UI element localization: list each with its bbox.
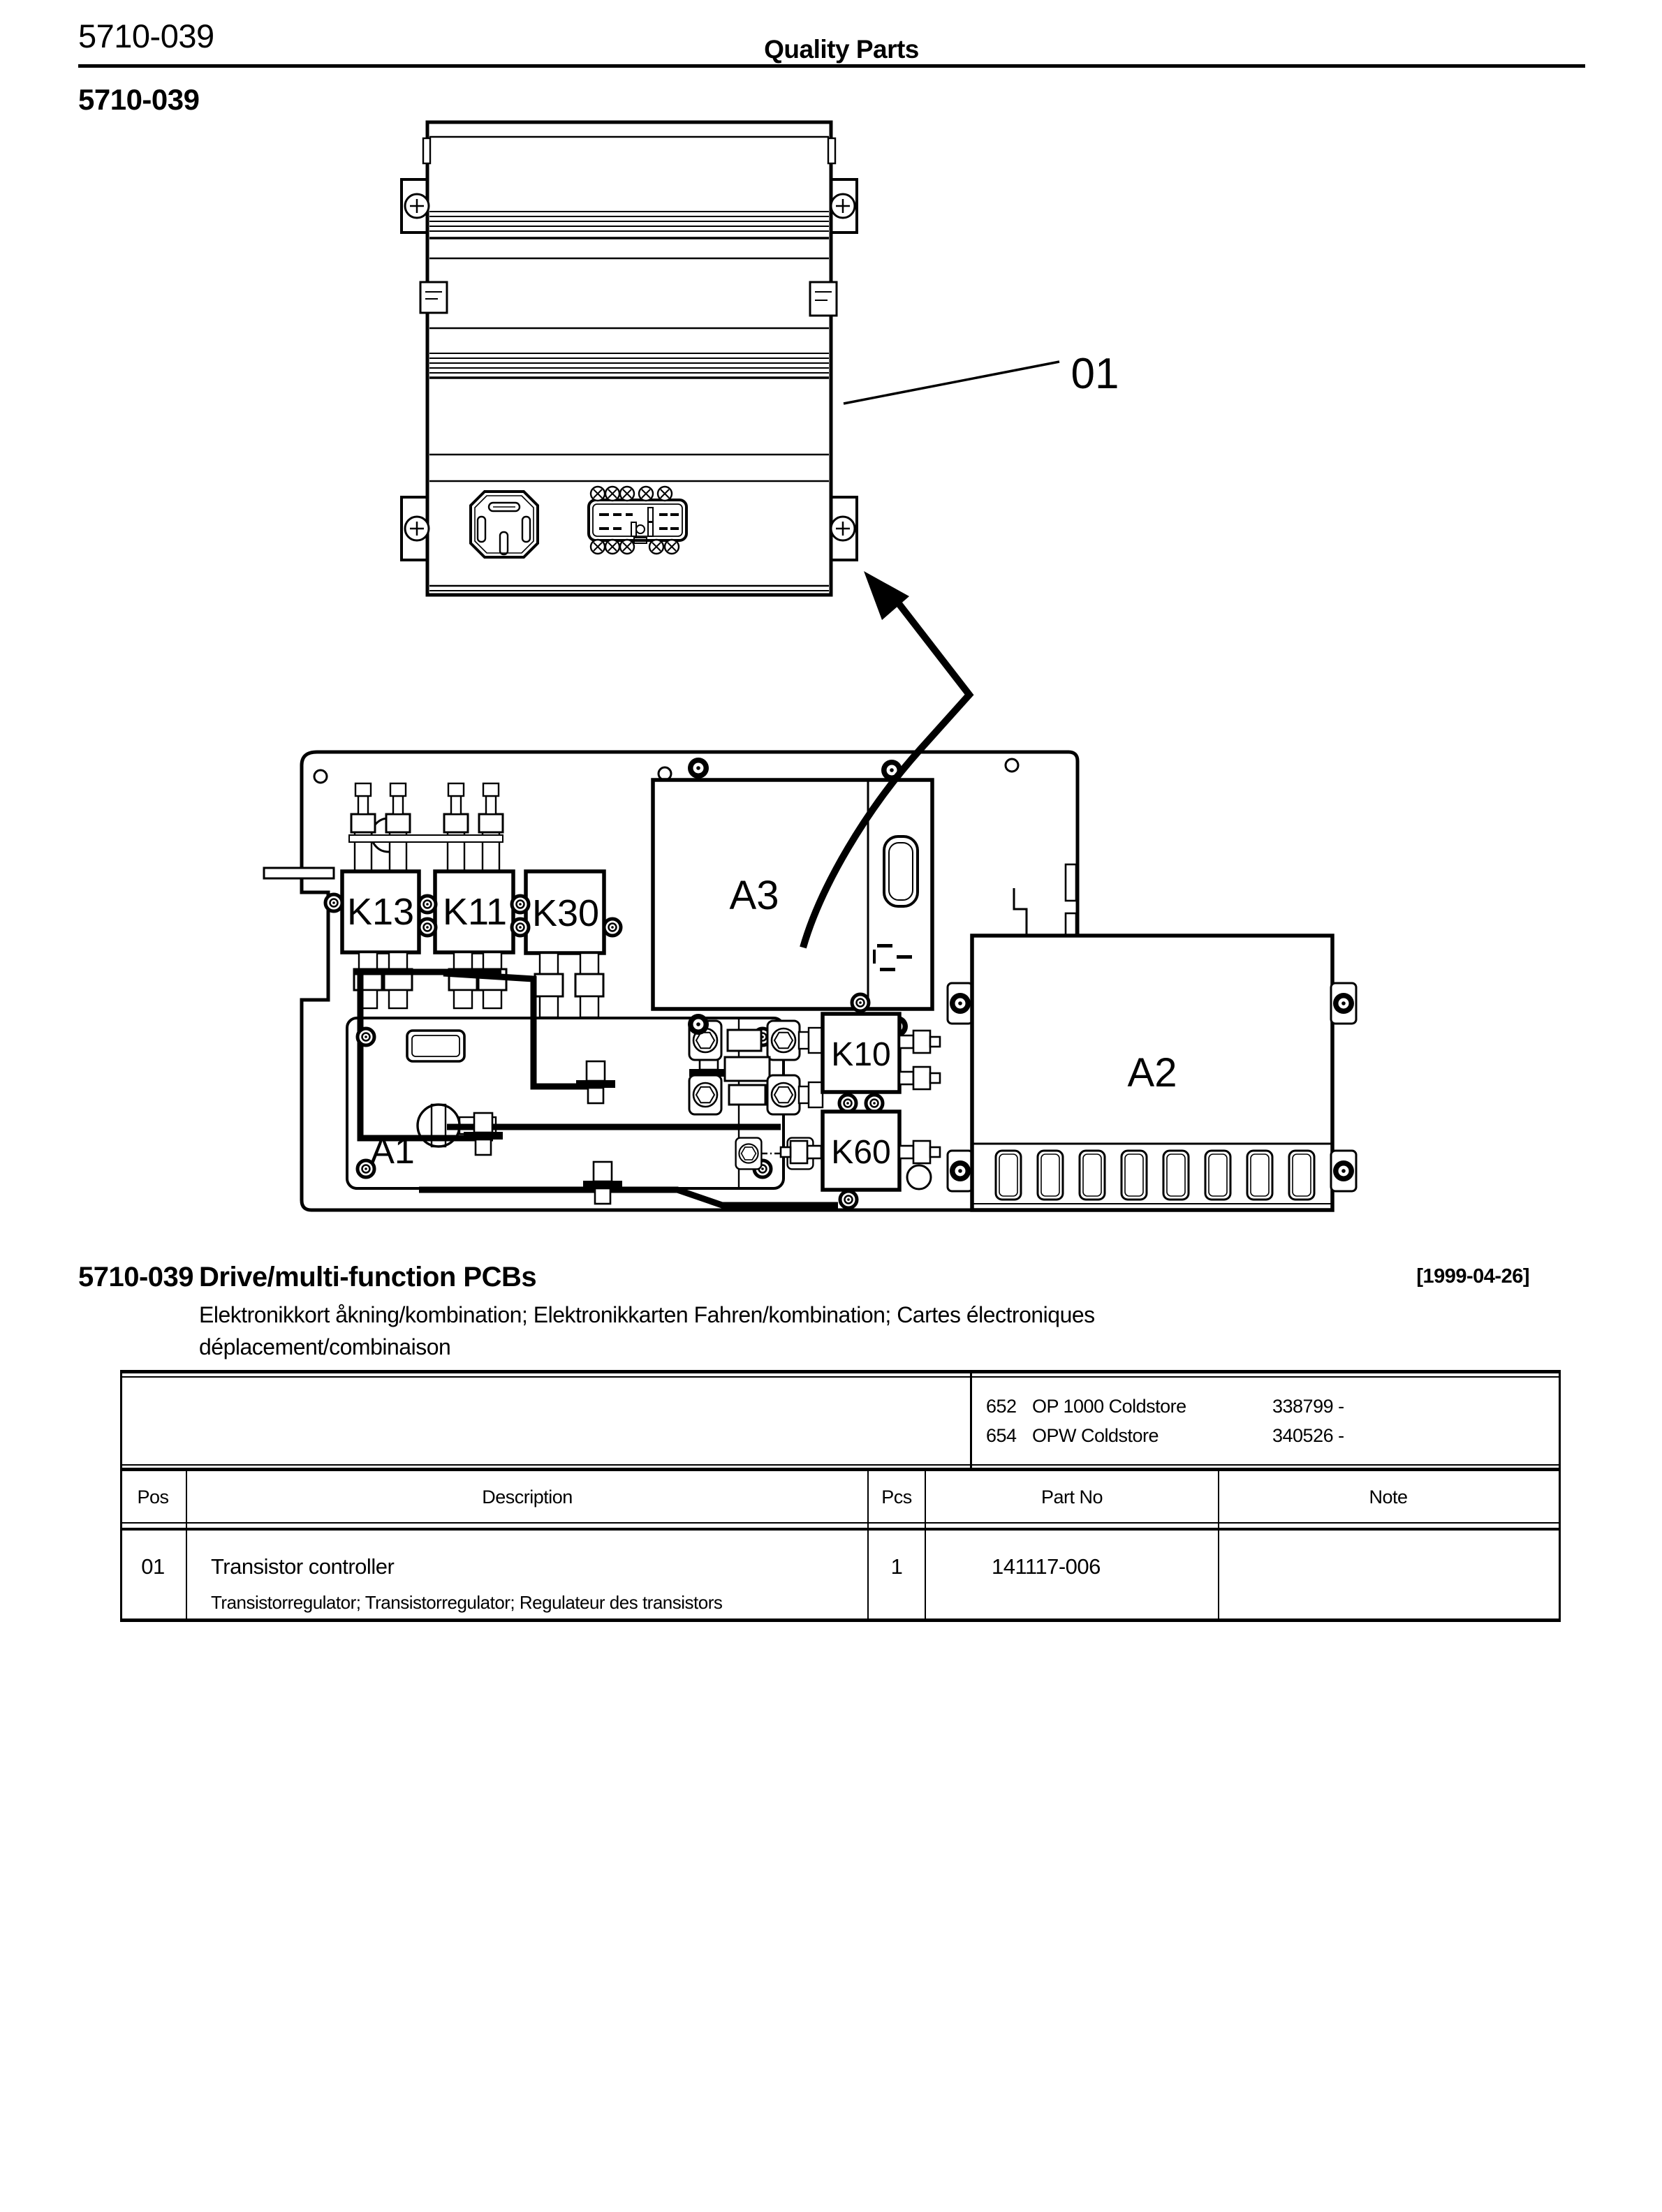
pcb-a3-label: A3 xyxy=(729,873,779,918)
model-name: OP 1000 Coldstore xyxy=(1032,1396,1186,1417)
cell-part-no: 141117-006 xyxy=(992,1554,1101,1579)
section-subtitle-line1: Elektronikkort åkning/kombination; Elektronikkarten Fahren/kombination; Cartes électroniques xyxy=(199,1302,1095,1327)
cell-description-alt: Transistorregulator; Transistorregulator; Regulateur des transistors xyxy=(211,1592,723,1613)
power-connector-icon xyxy=(471,492,538,557)
page-header-title: Quality Parts xyxy=(764,35,919,64)
relay-k30 xyxy=(526,871,604,953)
column-header-pcs: Pcs xyxy=(881,1487,912,1507)
warranty-label-right xyxy=(810,282,837,316)
section-date: [1999-04-26] xyxy=(1416,1265,1529,1288)
relay-k11 xyxy=(435,871,513,952)
relay-k10-label: K10 xyxy=(831,1036,891,1073)
cell-pos: 01 xyxy=(141,1554,165,1579)
pcb-a2-module xyxy=(948,888,1356,1210)
page-header-code: 5710-039 xyxy=(78,17,214,54)
column-header-description: Description xyxy=(482,1487,573,1507)
terminal xyxy=(444,783,468,871)
terminal xyxy=(351,783,375,871)
model-code: 654 xyxy=(986,1425,1017,1446)
pcb-a3-module xyxy=(653,780,932,1009)
relay-k13 xyxy=(342,871,419,952)
pcb-a1-label: A1 xyxy=(370,1131,415,1172)
relay-k13-label: K13 xyxy=(346,891,415,933)
section-subtitle-line2: déplacement/combinaison xyxy=(199,1334,451,1359)
section-code: 5710-039 xyxy=(78,1262,194,1292)
model-name: OPW Coldstore xyxy=(1032,1425,1159,1446)
model-serial: 338799 - xyxy=(1272,1396,1344,1417)
cell-pcs: 1 xyxy=(890,1554,903,1579)
callout-01-label: 01 xyxy=(1071,350,1119,398)
pcb-board-drawing xyxy=(264,752,1356,1210)
terminal xyxy=(386,783,410,871)
column-header-note: Note xyxy=(1369,1487,1408,1507)
page-subheader-code: 5710-039 xyxy=(78,83,200,116)
relay-k30-label: K30 xyxy=(531,892,600,934)
model-code: 652 xyxy=(986,1396,1017,1417)
callout-01 xyxy=(844,350,1119,404)
pcb-a2-label: A2 xyxy=(1127,1050,1177,1096)
cell-description: Transistor controller xyxy=(211,1554,395,1579)
relay-k11-label: K11 xyxy=(442,891,508,933)
section-title: Drive/multi-function PCBs xyxy=(199,1262,537,1292)
transistor-controller-drawing xyxy=(402,122,857,595)
column-header-part-no: Part No xyxy=(1040,1487,1103,1507)
terminal xyxy=(479,783,503,871)
relay-k60-label: K60 xyxy=(831,1134,891,1171)
column-header-pos: Pos xyxy=(137,1487,169,1507)
warranty-label-left xyxy=(420,282,447,313)
edge-connector-tab xyxy=(264,868,334,878)
model-serial: 340526 - xyxy=(1272,1425,1344,1446)
